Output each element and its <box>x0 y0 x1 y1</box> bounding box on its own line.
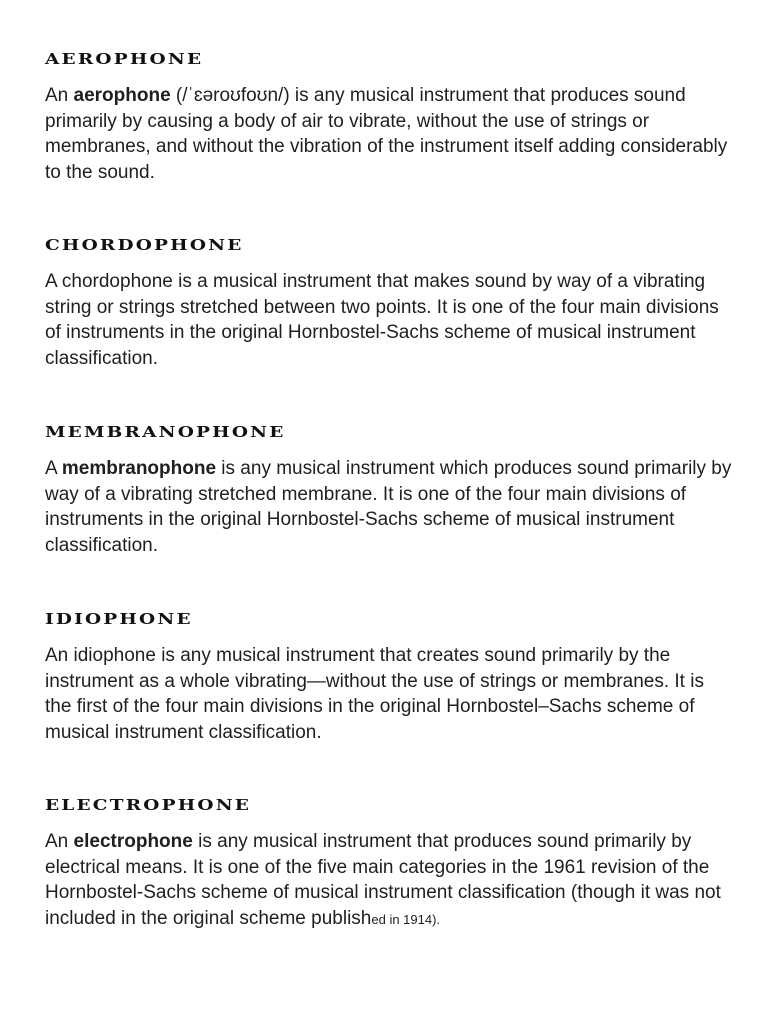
paragraph-aerophone <box>45 83 735 185</box>
heading-electrophone: ELECTROPHONE <box>45 797 252 814</box>
section-aerophone <box>45 49 735 185</box>
paragraph-electrophone <box>45 829 735 932</box>
text-fragment: (/ˈɛəroʊfoʊn/) is any musical instrument that produces sound primarily by causing a body of air to vibrate, without the use of strings or membranes, and without the vibration of the instrument itself adding considerably to the sound. <box>45 85 728 183</box>
section-electrophone <box>45 795 735 932</box>
paragraph-chordophone <box>45 269 735 371</box>
section-membranophone <box>45 422 735 558</box>
text-fragment: is any musical instrument that produces sound primarily by electrical means. It is one of the five main categories in the 1961 revision of the Hornbostel-Sachs scheme of musical instrument classification (though it was not included in the original scheme publish <box>45 831 721 929</box>
text-fragment: An <box>45 831 74 852</box>
text-fragment: An <box>45 85 74 106</box>
heading-idiophone: IDIOPHONE <box>45 611 193 628</box>
heading-membranophone: MEMBRANOPHONE <box>45 424 286 441</box>
term-membranophone: membranophone <box>61 458 217 479</box>
paragraph-idiophone <box>45 643 735 745</box>
text-fragment-small: ed in 1914). <box>371 911 441 927</box>
section-chordophone <box>45 235 735 371</box>
text-fragment: An idiophone is any musical instrument that creates sound primarily by the instrument as a whole vibrating—without the use of strings or membranes. It is the first of the four main divisions in the original Hornbostel–Sachs scheme of musical instrument classification. <box>45 645 704 743</box>
heading-chordophone: CHORDOPHONE <box>45 237 244 254</box>
heading-aerophone: AEROPHONE <box>45 51 204 68</box>
term-electrophone: electrophone <box>73 831 193 852</box>
text-fragment: is any musical instrument which produces sound primarily by way of a vibrating stretched membrane. It is one of the four main divisions of instruments in the original Hornbostel-Sachs scheme of musical instrument classification. <box>45 458 732 556</box>
paragraph-membranophone <box>45 456 735 558</box>
text-fragment: A chordophone is a musical instrument that makes sound by way of a vibrating string or strings stretched between two points. It is one of the four main divisions of instruments in the original Hornbostel-Sachs scheme of musical instrument classification. <box>45 271 719 369</box>
text-fragment: A <box>45 458 62 479</box>
term-aerophone: aerophone <box>73 85 171 106</box>
section-idiophone <box>45 609 735 745</box>
